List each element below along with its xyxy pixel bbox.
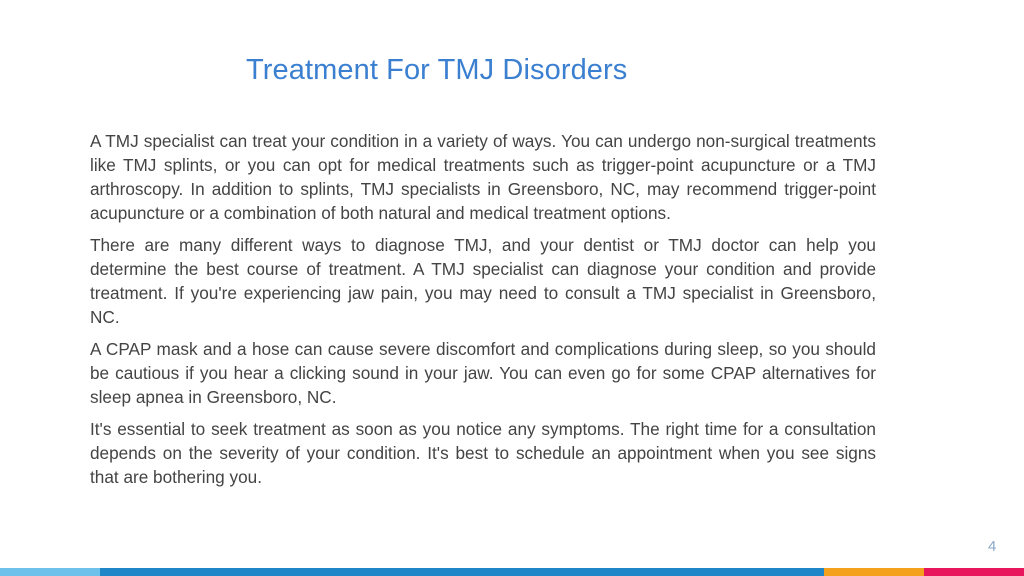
paragraph-4: It's essential to seek treatment as soon as you notice any symptoms. The right time for a consultation depends on the severity of your condition. It's best to schedule an appointment when you see signs that are bothering you. (90, 419, 876, 487)
paragraph-3: A CPAP mask and a hose can cause severe discomfort and complications during sleep, so you should be cautious if you hear a clicking sound in your jaw. You can even go for some CPAP alternatives for sleep apnea in Greensboro, NC. (90, 339, 876, 407)
footer-segment-blue (100, 568, 824, 576)
footer-segment-light-blue (0, 568, 100, 576)
footer-color-bar (0, 568, 1024, 576)
footer-segment-orange (824, 568, 924, 576)
page-number: 4 (988, 538, 997, 555)
paragraph-1: A TMJ specialist can treat your condition in a variety of ways. You can undergo non-surgical treatments like TMJ splints, or you can opt for medical treatments such as trigger-point acupuncture or a TMJ arthroscopy. In addition to splints, TMJ specialists in Greensboro, NC, may recommend trigger-point acupuncture or a combination of both natural and medical treatment options. (90, 131, 876, 223)
body-text (90, 129, 876, 497)
slide-title: Treatment For TMJ Disorders (246, 54, 628, 86)
footer-segment-pink (924, 568, 1024, 576)
paragraph-2: There are many different ways to diagnose TMJ, and your dentist or TMJ doctor can help you determine the best course of treatment. A TMJ specialist can diagnose your condition and provide treatment. If you're experiencing jaw pain, you may need to consult a TMJ specialist in Greensboro, NC. (90, 235, 876, 327)
